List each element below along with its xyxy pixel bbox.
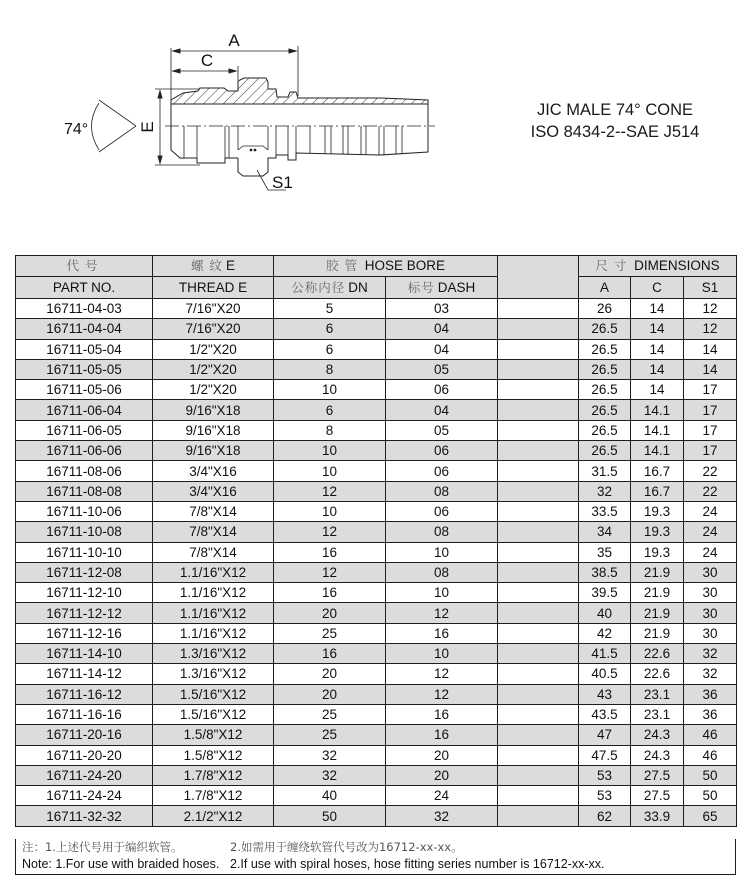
cell-s1: 12 — [684, 299, 737, 319]
cell-part: 16711-08-08 — [16, 481, 153, 501]
cell-s1: 65 — [684, 806, 737, 826]
cell-part: 16711-10-08 — [16, 522, 153, 542]
header-dn: 公称内径 DN — [274, 277, 386, 299]
cell-c: 14 — [631, 299, 684, 319]
table-row — [16, 684, 737, 704]
cell-a: 26.5 — [579, 420, 631, 440]
cell-thread: 1.5/8"X12 — [153, 745, 274, 765]
cell-s1: 46 — [684, 745, 737, 765]
cell-dn: 20 — [274, 603, 386, 623]
cell-part: 16711-14-12 — [16, 664, 153, 684]
cell-s1: 36 — [684, 684, 737, 704]
cell-thread: 1/2"X20 — [153, 359, 274, 379]
header-blank — [498, 256, 579, 299]
table-row — [16, 704, 737, 724]
cell-blank — [498, 664, 579, 684]
cell-s1: 50 — [684, 765, 737, 785]
cell-blank — [498, 745, 579, 765]
cell-dn: 16 — [274, 583, 386, 603]
cell-part: 16711-05-05 — [16, 359, 153, 379]
cell-part: 16711-10-06 — [16, 501, 153, 521]
cell-part: 16711-08-06 — [16, 461, 153, 481]
note-cn-1: 1.上述代号用于编织软管。 — [45, 840, 183, 854]
cell-blank — [498, 359, 579, 379]
table-row — [16, 644, 737, 664]
cell-a: 38.5 — [579, 562, 631, 582]
cell-part: 16711-04-04 — [16, 319, 153, 339]
table-row — [16, 623, 737, 643]
cell-part: 16711-05-04 — [16, 339, 153, 359]
cell-s1: 50 — [684, 786, 737, 806]
cell-a: 53 — [579, 786, 631, 806]
cell-thread: 1.1/16"X12 — [153, 583, 274, 603]
cell-s1: 32 — [684, 644, 737, 664]
cell-a: 26.5 — [579, 441, 631, 461]
cell-c: 14 — [631, 319, 684, 339]
header-thread-cn: 螺 纹 E — [153, 256, 274, 277]
cell-dash: 03 — [386, 299, 498, 319]
cell-dn: 12 — [274, 481, 386, 501]
cell-blank — [498, 684, 579, 704]
note-cn-2: 2.如需用于缠绕软管代号改为16712-xx-xx。 — [230, 840, 463, 854]
angle-label: 74° — [64, 121, 89, 138]
cell-dn: 10 — [274, 441, 386, 461]
cell-c: 23.1 — [631, 684, 684, 704]
cell-dn: 16 — [274, 542, 386, 562]
cell-part: 16711-24-20 — [16, 765, 153, 785]
dimension-label-a: A — [228, 31, 240, 50]
table-row — [16, 400, 737, 420]
table-row — [16, 339, 737, 359]
cell-thread: 2.1/2"X12 — [153, 806, 274, 826]
cell-a: 34 — [579, 522, 631, 542]
title-line-1: JIC MALE 74° CONE — [536, 101, 694, 119]
cell-blank — [498, 522, 579, 542]
cell-a: 53 — [579, 765, 631, 785]
table-row — [16, 765, 737, 785]
cell-a: 40 — [579, 603, 631, 623]
table-row — [16, 603, 737, 623]
cell-thread: 1/2"X20 — [153, 339, 274, 359]
header-thread: THREAD E — [153, 277, 274, 299]
table-row — [16, 501, 737, 521]
cell-thread: 9/16"X18 — [153, 420, 274, 440]
cell-thread: 1.3/16"X12 — [153, 644, 274, 664]
table-row — [16, 664, 737, 684]
cell-dash: 04 — [386, 400, 498, 420]
cell-thread: 7/8"X14 — [153, 542, 274, 562]
table-row — [16, 420, 737, 440]
cell-s1: 36 — [684, 704, 737, 724]
cell-thread: 7/8"X14 — [153, 522, 274, 542]
table-row — [16, 461, 737, 481]
cell-a: 41.5 — [579, 644, 631, 664]
table-row — [16, 522, 737, 542]
cell-dash: 04 — [386, 319, 498, 339]
cell-part: 16711-12-10 — [16, 583, 153, 603]
cell-c: 19.3 — [631, 542, 684, 562]
fitting-drawing — [0, 0, 480, 220]
dimension-label-c: C — [200, 51, 214, 70]
cell-c: 27.5 — [631, 765, 684, 785]
cell-c: 27.5 — [631, 786, 684, 806]
cell-dash: 20 — [386, 745, 498, 765]
notes-en — [22, 856, 735, 873]
cell-blank — [498, 400, 579, 420]
cell-thread: 1.1/16"X12 — [153, 562, 274, 582]
table-row — [16, 481, 737, 501]
cell-c: 14.1 — [631, 420, 684, 440]
cell-c: 16.7 — [631, 461, 684, 481]
cell-dn: 25 — [274, 704, 386, 724]
cell-a: 26.5 — [579, 400, 631, 420]
cell-c: 21.9 — [631, 623, 684, 643]
cell-dash: 32 — [386, 806, 498, 826]
cell-a: 26.5 — [579, 319, 631, 339]
cell-dn: 10 — [274, 380, 386, 400]
header-dim-c: C — [631, 277, 684, 299]
cell-dn: 20 — [274, 684, 386, 704]
cell-part: 16711-16-12 — [16, 684, 153, 704]
cell-dash: 16 — [386, 704, 498, 724]
cell-dn: 12 — [274, 522, 386, 542]
cell-dn: 6 — [274, 400, 386, 420]
header-dimensions: 尺 寸 DIMENSIONS — [579, 256, 737, 277]
cell-thread: 9/16"X18 — [153, 400, 274, 420]
cell-s1: 32 — [684, 664, 737, 684]
cell-part: 16711-14-10 — [16, 644, 153, 664]
cell-thread: 1.7/8"X12 — [153, 786, 274, 806]
cell-c: 14 — [631, 339, 684, 359]
cell-part: 16711-06-06 — [16, 441, 153, 461]
cell-thread: 3/4"X16 — [153, 461, 274, 481]
cell-dn: 32 — [274, 745, 386, 765]
cell-blank — [498, 299, 579, 319]
cell-dn: 10 — [274, 501, 386, 521]
cell-c: 14.1 — [631, 441, 684, 461]
cell-s1: 24 — [684, 522, 737, 542]
header-dim-s1: S1 — [684, 277, 737, 299]
cell-dash: 24 — [386, 786, 498, 806]
table-row — [16, 441, 737, 461]
cell-dash: 05 — [386, 359, 498, 379]
cell-s1: 14 — [684, 359, 737, 379]
cell-dn: 32 — [274, 765, 386, 785]
cell-thread: 1.7/8"X12 — [153, 765, 274, 785]
header-dash: 标号 DASH — [386, 277, 498, 299]
cell-a: 62 — [579, 806, 631, 826]
cell-s1: 30 — [684, 623, 737, 643]
cell-blank — [498, 542, 579, 562]
cell-dn: 40 — [274, 786, 386, 806]
header-part-no: PART NO. — [16, 277, 153, 299]
cell-a: 26.5 — [579, 359, 631, 379]
note-en-1: Note: 1.For use with braided hoses. — [22, 857, 220, 871]
cell-a: 39.5 — [579, 583, 631, 603]
cell-thread: 1.5/16"X12 — [153, 704, 274, 724]
cell-a: 33.5 — [579, 501, 631, 521]
table-row — [16, 745, 737, 765]
header-dim-a: A — [579, 277, 631, 299]
product-title — [500, 99, 730, 143]
cell-a: 26.5 — [579, 339, 631, 359]
cell-part: 16711-16-16 — [16, 704, 153, 724]
cell-dn: 16 — [274, 644, 386, 664]
table-row — [16, 725, 737, 745]
cell-s1: 17 — [684, 380, 737, 400]
cell-blank — [498, 583, 579, 603]
cell-thread: 7/8"X14 — [153, 501, 274, 521]
cell-thread: 7/16"X20 — [153, 319, 274, 339]
cell-c: 23.1 — [631, 704, 684, 724]
cell-blank — [498, 704, 579, 724]
notes-box — [15, 839, 736, 875]
cell-thread: 1.5/8"X12 — [153, 725, 274, 745]
cell-c: 22.6 — [631, 664, 684, 684]
cell-a: 43.5 — [579, 704, 631, 724]
cell-dash: 10 — [386, 542, 498, 562]
cell-s1: 17 — [684, 420, 737, 440]
cell-dn: 20 — [274, 664, 386, 684]
cell-blank — [498, 806, 579, 826]
cell-dn: 50 — [274, 806, 386, 826]
cell-c: 14 — [631, 380, 684, 400]
table-row — [16, 299, 737, 319]
cell-dash: 04 — [386, 339, 498, 359]
cell-c: 22.6 — [631, 644, 684, 664]
cell-dn: 25 — [274, 623, 386, 643]
header-hose-bore: 胶 管 HOSE BORE — [274, 256, 498, 277]
cell-c: 16.7 — [631, 481, 684, 501]
cell-part: 16711-20-16 — [16, 725, 153, 745]
table-row — [16, 542, 737, 562]
cell-dash: 06 — [386, 380, 498, 400]
cell-c: 21.9 — [631, 583, 684, 603]
cell-s1: 17 — [684, 400, 737, 420]
cell-c: 21.9 — [631, 603, 684, 623]
cell-c: 14 — [631, 359, 684, 379]
cell-s1: 22 — [684, 461, 737, 481]
cell-s1: 24 — [684, 501, 737, 521]
cell-blank — [498, 481, 579, 501]
cell-blank — [498, 319, 579, 339]
cell-a: 43 — [579, 684, 631, 704]
cell-dash: 06 — [386, 501, 498, 521]
cell-a: 35 — [579, 542, 631, 562]
cell-dash: 05 — [386, 420, 498, 440]
table-body — [16, 299, 737, 827]
cell-blank — [498, 603, 579, 623]
cell-dash: 10 — [386, 644, 498, 664]
cell-blank — [498, 420, 579, 440]
table-row — [16, 806, 737, 826]
cell-part: 16711-06-04 — [16, 400, 153, 420]
cell-thread: 1.1/16"X12 — [153, 603, 274, 623]
cell-c: 24.3 — [631, 745, 684, 765]
table-row — [16, 319, 737, 339]
specification-table — [15, 255, 737, 827]
header-part-cn: 代 号 — [16, 256, 153, 277]
cell-blank — [498, 786, 579, 806]
cell-a: 32 — [579, 481, 631, 501]
cell-blank — [498, 765, 579, 785]
cell-blank — [498, 380, 579, 400]
dimension-label-s1: S1 — [272, 173, 293, 192]
cell-s1: 14 — [684, 339, 737, 359]
cell-c: 33.9 — [631, 806, 684, 826]
cell-a: 40.5 — [579, 664, 631, 684]
cell-blank — [498, 562, 579, 582]
cell-dn: 10 — [274, 461, 386, 481]
cell-part: 16711-10-10 — [16, 542, 153, 562]
cell-part: 16711-06-05 — [16, 420, 153, 440]
cell-part: 16711-12-12 — [16, 603, 153, 623]
cell-dash: 08 — [386, 481, 498, 501]
cell-s1: 30 — [684, 583, 737, 603]
cell-dn: 8 — [274, 420, 386, 440]
cell-c: 24.3 — [631, 725, 684, 745]
cell-part: 16711-12-08 — [16, 562, 153, 582]
cell-dash: 12 — [386, 664, 498, 684]
cell-a: 31.5 — [579, 461, 631, 481]
cell-s1: 30 — [684, 562, 737, 582]
cell-dn: 25 — [274, 725, 386, 745]
cell-blank — [498, 441, 579, 461]
cell-blank — [498, 501, 579, 521]
cell-s1: 46 — [684, 725, 737, 745]
cell-blank — [498, 725, 579, 745]
cell-c: 14.1 — [631, 400, 684, 420]
table-row — [16, 380, 737, 400]
cell-part: 16711-12-16 — [16, 623, 153, 643]
cell-dn: 6 — [274, 319, 386, 339]
cell-part: 16711-05-06 — [16, 380, 153, 400]
cell-a: 26 — [579, 299, 631, 319]
cell-part: 16711-32-32 — [16, 806, 153, 826]
cell-blank — [498, 339, 579, 359]
cell-s1: 30 — [684, 603, 737, 623]
cell-part: 16711-24-24 — [16, 786, 153, 806]
header-row-1 — [16, 256, 737, 277]
cell-s1: 17 — [684, 441, 737, 461]
cell-s1: 22 — [684, 481, 737, 501]
cell-s1: 24 — [684, 542, 737, 562]
cell-c: 21.9 — [631, 562, 684, 582]
cell-c: 19.3 — [631, 522, 684, 542]
cell-thread: 1/2"X20 — [153, 380, 274, 400]
cell-thread: 1.5/16"X12 — [153, 684, 274, 704]
cell-dash: 12 — [386, 603, 498, 623]
cell-s1: 12 — [684, 319, 737, 339]
cell-dash: 08 — [386, 522, 498, 542]
cell-dash: 08 — [386, 562, 498, 582]
cell-c: 19.3 — [631, 501, 684, 521]
cell-dash: 06 — [386, 441, 498, 461]
cell-blank — [498, 461, 579, 481]
notes-cn: 注：1.上述代号用于编织软管。 2.如需用于缠绕软管代号改为16712-xx-xx。 — [22, 840, 463, 854]
cell-dash: 16 — [386, 725, 498, 745]
cell-dn: 6 — [274, 339, 386, 359]
cell-dash: 16 — [386, 623, 498, 643]
cell-thread: 3/4"X16 — [153, 481, 274, 501]
title-line-2: ISO 8434-2--SAE J514 — [530, 123, 700, 141]
cell-dash: 10 — [386, 583, 498, 603]
cell-part: 16711-20-20 — [16, 745, 153, 765]
cell-blank — [498, 623, 579, 643]
cell-dash: 06 — [386, 461, 498, 481]
cell-thread: 1.3/16"X12 — [153, 664, 274, 684]
cell-thread: 9/16"X18 — [153, 441, 274, 461]
cell-dash: 20 — [386, 765, 498, 785]
cell-blank — [498, 644, 579, 664]
cell-dn: 5 — [274, 299, 386, 319]
table-row — [16, 359, 737, 379]
header-row-2 — [16, 277, 737, 299]
cell-part: 16711-04-03 — [16, 299, 153, 319]
note-en-2: 2.If use with spiral hoses, hose fitting series number is 16712-xx-xx. — [230, 857, 605, 871]
table-row — [16, 786, 737, 806]
cell-a: 47 — [579, 725, 631, 745]
cell-a: 26.5 — [579, 380, 631, 400]
cell-dn: 12 — [274, 562, 386, 582]
cell-dn: 8 — [274, 359, 386, 379]
cell-a: 42 — [579, 623, 631, 643]
cell-dash: 12 — [386, 684, 498, 704]
cell-thread: 1.1/16"X12 — [153, 623, 274, 643]
table-row — [16, 562, 737, 582]
cell-thread: 7/16"X20 — [153, 299, 274, 319]
table-row — [16, 583, 737, 603]
dimension-label-e: E — [138, 121, 157, 133]
cell-a: 47.5 — [579, 745, 631, 765]
